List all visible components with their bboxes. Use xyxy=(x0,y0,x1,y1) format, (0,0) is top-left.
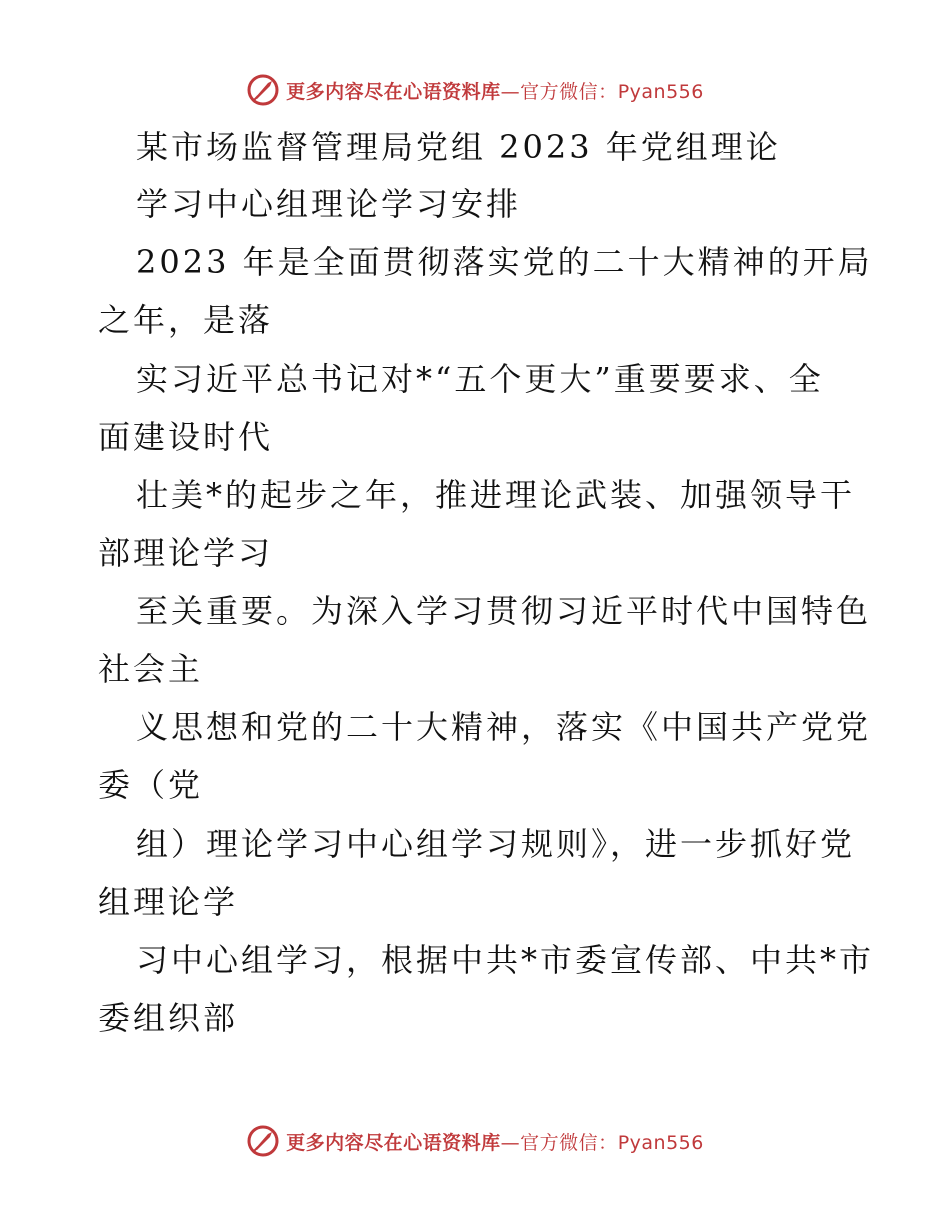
footer-watermark xyxy=(0,1121,950,1161)
paragraph-line: 习中心组学习，根据中共*市委宣传部、中共*市 xyxy=(136,941,875,979)
paragraph-line: 实习近平总书记对*“五个更大”重要要求、全 xyxy=(136,360,824,398)
watermark-text xyxy=(286,1128,704,1155)
paragraph-line: 壮美*的起步之年，推进理论武装、加强领导干 xyxy=(136,476,856,514)
watermark-account: Pyan556 xyxy=(617,80,704,103)
paragraph-line: 委（党 xyxy=(98,766,204,804)
watermark-name: 更多内容尽在心语资料库 xyxy=(286,80,501,103)
paragraph-line: 至关重要。为深入学习贯彻习近平时代中国特色 xyxy=(136,592,872,630)
paragraph-line: 组）理论学习中心组学习规则》，进一步抓好党 xyxy=(136,825,856,863)
watermark-label: 官方微信： xyxy=(520,1131,618,1154)
paragraph-line: 社会主 xyxy=(98,650,204,688)
quill-circle-logo-icon xyxy=(246,1124,280,1158)
paragraph-line: 之年，是落 xyxy=(98,301,274,339)
header-watermark xyxy=(0,70,950,110)
title-line-1: 某市场监督管理局党组 2023 年党组理论 xyxy=(136,128,781,166)
watermark-label: 官方微信： xyxy=(520,80,618,103)
paragraph-line: 面建设时代 xyxy=(98,418,274,456)
paragraph-line: 委组织部 xyxy=(98,999,239,1037)
paragraph-line: 义思想和党的二十大精神，落实《中国共产党党 xyxy=(136,708,872,746)
paragraph-line: 2023 年是全面贯彻落实党的二十大精神的开局 xyxy=(136,243,873,281)
watermark-name: 更多内容尽在心语资料库 xyxy=(286,1131,501,1154)
paragraph-line: 部理论学习 xyxy=(98,534,274,572)
quill-circle-logo-icon xyxy=(246,73,280,107)
watermark-dash: — xyxy=(500,1131,521,1154)
watermark-text xyxy=(286,77,704,104)
watermark-dash: — xyxy=(500,80,521,103)
watermark-account: Pyan556 xyxy=(617,1131,704,1154)
paragraph-line: 组理论学 xyxy=(98,883,239,921)
title-line-2: 学习中心组理论学习安排 xyxy=(136,185,522,223)
